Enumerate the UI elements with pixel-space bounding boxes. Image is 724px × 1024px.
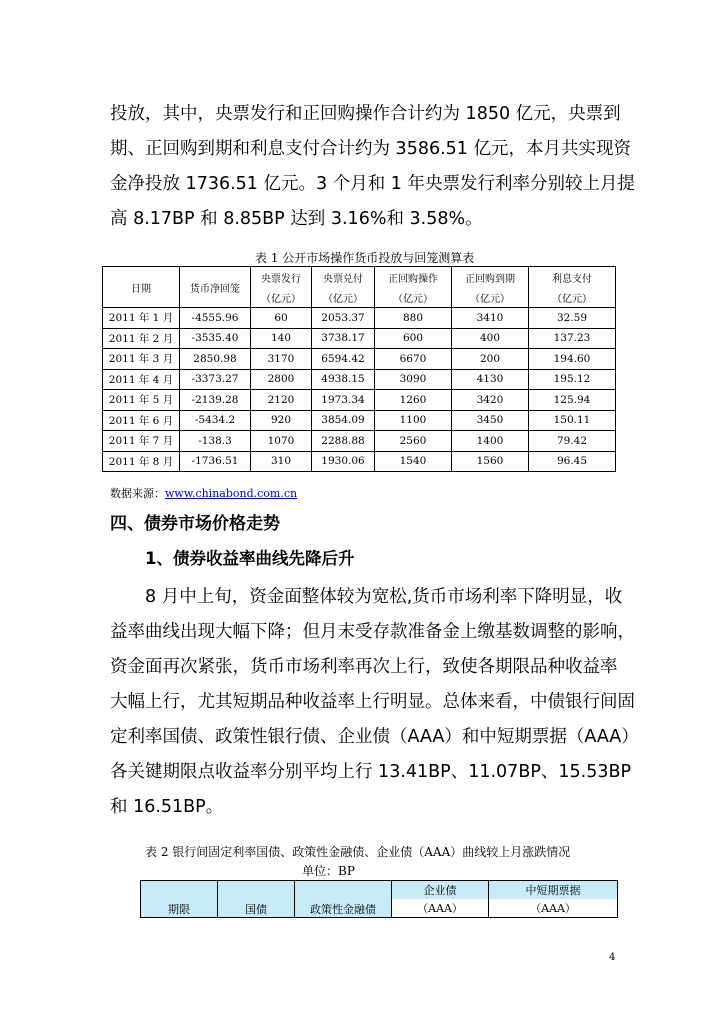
table-cell: -3373.27: [180, 369, 251, 390]
table-cell: 1070: [251, 431, 312, 452]
table-cell: 137.23: [529, 328, 616, 349]
table-cell: 6594.42: [312, 349, 375, 370]
table2-header: 政策性金融债: [295, 881, 392, 918]
table-cell: 195.12: [529, 369, 616, 390]
data-source-label: 数据来源：: [110, 487, 165, 500]
table2-header: 企业债: [392, 881, 489, 900]
table-cell: 2011 年 2 月: [103, 328, 180, 349]
table-cell: 2011 年 3 月: [103, 349, 180, 370]
table2-header: 中短期票据: [489, 881, 618, 900]
table-cell: -2139.28: [180, 390, 251, 411]
table-row: [103, 349, 616, 370]
body-line: 和 16.51BP。: [110, 797, 224, 817]
table-cell: 3738.17: [312, 328, 375, 349]
table-cell: 32.59: [529, 308, 616, 329]
body-line: 大幅上行，尤其短期品种收益率上行明显。总体来看，中债银行间固: [110, 692, 635, 712]
table-cell: 2011 年 4 月: [103, 369, 180, 390]
table-cell: 1930.06: [312, 451, 375, 472]
table-cell: 1400: [452, 431, 529, 452]
data-source-link[interactable]: www.chinabond.com.cn: [165, 487, 298, 500]
page-number: 4: [609, 952, 616, 963]
table-cell: 2011 年 8 月: [103, 451, 180, 472]
table-cell: 600: [375, 328, 452, 349]
table-cell: 1973.34: [312, 390, 375, 411]
table-cell: 2560: [375, 431, 452, 452]
table-cell: -3535.40: [180, 328, 251, 349]
body-line: 各关键期限点收益率分别平均上行 13.41BP、11.07BP、15.53BP: [110, 762, 632, 782]
table-cell: 2850.98: [180, 349, 251, 370]
table1: [102, 266, 616, 472]
table-cell: 4938.15: [312, 369, 375, 390]
table1-unit: （亿元）: [251, 287, 312, 308]
table-cell: 3090: [375, 369, 452, 390]
table-cell: 2011 年 6 月: [103, 410, 180, 431]
table-cell: 96.45: [529, 451, 616, 472]
table-cell: 1100: [375, 410, 452, 431]
table-cell: 2120: [251, 390, 312, 411]
data-source: [110, 485, 297, 501]
table-cell: 880: [375, 308, 452, 329]
table-cell: 194.60: [529, 349, 616, 370]
table1-header: 央票发行: [251, 267, 312, 288]
table-cell: 2053.37: [312, 308, 375, 329]
table2-caption: 表 2 银行间固定利率国债、政策性金融债、企业债（AAA）曲线较上月涨跌情况: [145, 845, 571, 859]
table2-unit: 单位：BP: [302, 864, 355, 878]
table-cell: 150.11: [529, 410, 616, 431]
table-cell: 3170: [251, 349, 312, 370]
table-cell: 2288.88: [312, 431, 375, 452]
table1-unit: （亿元）: [375, 287, 452, 308]
table-cell: 3854.09: [312, 410, 375, 431]
table-row: [103, 390, 616, 411]
table1-caption: 表 1 公开市场操作货币投放与回笼测算表: [255, 251, 475, 265]
intro-line: 投放，其中，央票发行和正回购操作合计约为 1850 亿元，央票到: [110, 104, 621, 124]
table-cell: 2011 年 1 月: [103, 308, 180, 329]
subsection-title: 1、债券收益率曲线先降后升: [145, 549, 355, 568]
table2-subheader: （AAA）: [392, 899, 489, 918]
table1-header: 央票兑付: [312, 267, 375, 288]
intro-line: 高 8.17BP 和 8.85BP 达到 3.16%和 3.58%。: [110, 209, 483, 229]
table1-unit: （亿元）: [452, 287, 529, 308]
table-cell: 2011 年 7 月: [103, 431, 180, 452]
body-paragraph: [110, 580, 639, 825]
intro-paragraph: [110, 97, 635, 237]
table-cell: 1260: [375, 390, 452, 411]
table1-header: 日期: [103, 267, 180, 308]
table-cell: 3410: [452, 308, 529, 329]
table1-header: 正回购到期: [452, 267, 529, 288]
table-cell: -5434.2: [180, 410, 251, 431]
table1-unit: （亿元）: [529, 287, 616, 308]
table1-header: 正回购操作: [375, 267, 452, 288]
table2-header-row: [141, 881, 618, 900]
table-cell: 140: [251, 328, 312, 349]
table-row: [103, 431, 616, 452]
body-line: 8 月中上旬，资金面整体较为宽松,货币市场利率下降明显，收: [145, 587, 623, 607]
table-row: [103, 410, 616, 431]
table2-header: 期限: [141, 881, 218, 918]
table-cell: -138.3: [180, 431, 251, 452]
table-cell: 3450: [452, 410, 529, 431]
table-cell: 400: [452, 328, 529, 349]
table-cell: 2011 年 5 月: [103, 390, 180, 411]
section-title: 四、债券市场价格走势: [110, 514, 280, 534]
table-cell: 200: [452, 349, 529, 370]
table-cell: 4130: [452, 369, 529, 390]
body-line: 资金面再次紧张，货币市场利率再次上行，致使各期限品种收益率: [110, 657, 618, 677]
table-cell: 3420: [452, 390, 529, 411]
table1-header-row: [103, 267, 616, 288]
table-row: [103, 369, 616, 390]
table-cell: 79.42: [529, 431, 616, 452]
table-row: [103, 328, 616, 349]
table-cell: 310: [251, 451, 312, 472]
table-cell: 125.94: [529, 390, 616, 411]
table-cell: -1736.51: [180, 451, 251, 472]
table-cell: -4555.96: [180, 308, 251, 329]
table1-header: 货币净回笼: [180, 267, 251, 308]
table-cell: 2800: [251, 369, 312, 390]
table-cell: 1540: [375, 451, 452, 472]
table-cell: 1560: [452, 451, 529, 472]
table-row: [103, 451, 616, 472]
table-row: [103, 308, 616, 329]
intro-line: 金净投放 1736.51 亿元。3 个月和 1 年央票发行利率分别较上月提: [110, 174, 635, 194]
table1-header: 利息支付: [529, 267, 616, 288]
table-cell: 920: [251, 410, 312, 431]
table1-unit: （亿元）: [312, 287, 375, 308]
body-line: 益率曲线出现大幅下降；但月末受存款准备金上缴基数调整的影响，: [110, 622, 635, 642]
table2: [140, 880, 618, 918]
table2-header: 国债: [218, 881, 295, 918]
table-cell: 6670: [375, 349, 452, 370]
intro-line: 期、正回购到期和利息支付合计约为 3586.51 亿元，本月共实现资: [110, 139, 631, 159]
body-line: 定利率国债、政策性银行债、企业债（AAA）和中短期票据（AAA）: [110, 727, 639, 747]
table-cell: 60: [251, 308, 312, 329]
table2-subheader: （AAA）: [489, 899, 618, 918]
